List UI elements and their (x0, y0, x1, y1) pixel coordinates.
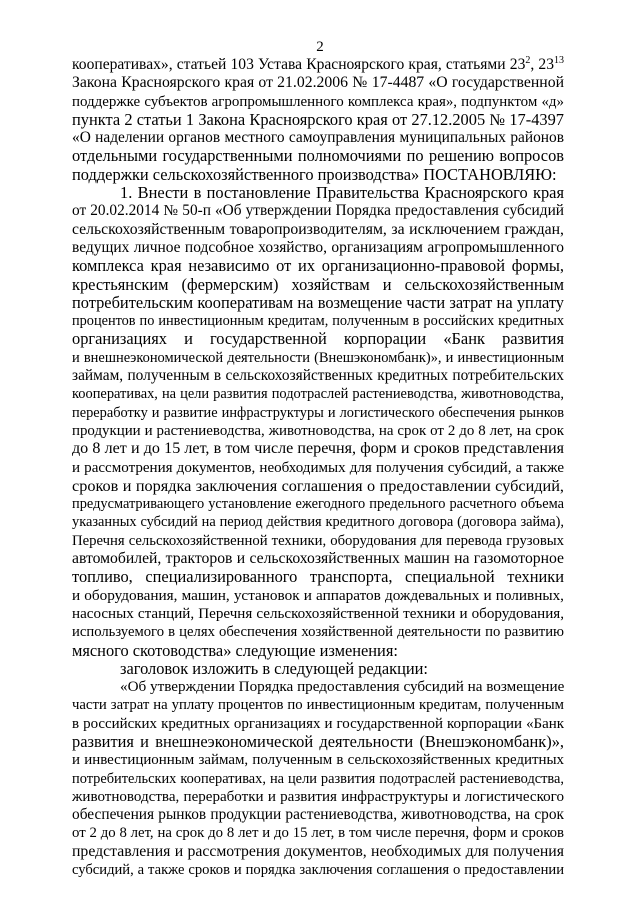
text-line (72, 806, 564, 824)
text-line (72, 843, 564, 861)
text-line (72, 642, 564, 660)
line-text: и внешнеэкономической деятельности (Внешэкономбанк)», и инвестиционным (72, 349, 564, 366)
line-text: крестьянским (фермерским) хозяйствам и сельскохозяйственным (72, 274, 564, 294)
line-text: мясного скотоводства» следующие изменения: (72, 640, 398, 660)
text-line (72, 422, 564, 440)
line-text: комплекса края независимо от их организационно-правовой формы, (72, 256, 564, 276)
line-text: , 23 (530, 56, 554, 73)
line-text: до 8 лет и до 15 лет, в том числе перечня, форм и сроков представления (72, 440, 564, 458)
text-line (72, 367, 564, 385)
text-line (72, 568, 564, 586)
document-body (72, 56, 564, 879)
text-line (72, 495, 564, 513)
line-text: от 20.02.2014 № 50-п «Об утверждении Порядка предоставления субсидий (72, 202, 564, 220)
line-text: от 2 до 8 лет, на срок до 8 лет и до 15 лет, в том числе перечня, форм и сроков (72, 825, 564, 842)
text-line (72, 440, 564, 458)
line-text: 1. Внести в постановление Правительства Красноярского края (120, 183, 564, 203)
text-line (72, 715, 564, 733)
line-text: предусматривающего установление ежегодного предельного расчетного объема (72, 496, 564, 513)
text-line (72, 623, 564, 641)
text-line (72, 404, 564, 422)
text-line (72, 788, 564, 806)
text-line (72, 294, 564, 312)
line-text: животноводства, переработки и развития инфраструктуры и логистического (72, 788, 564, 805)
line-text: развития и внешнеэкономической деятельности (Внешэкономбанк)», (72, 731, 564, 751)
text-line (72, 696, 564, 714)
line-text: Перечня сельскохозяйственной техники, оборудования для перевода грузовых (72, 532, 564, 549)
line-text: в российских кредитных организациях и государственной корпорации «Банк (72, 715, 564, 732)
text-line (72, 678, 564, 696)
text-line (72, 349, 564, 367)
line-text: ведущих личное подсобное хозяйство, организациям агропромышленного (72, 238, 564, 256)
text-line (72, 166, 564, 184)
superscript: 2 (525, 55, 531, 66)
text-line (72, 56, 564, 74)
line-text: кооперативах», статьей 103 Устава Красноярского края, статьями 23 (72, 56, 526, 73)
line-text: автомобилей, тракторов и сельскохозяйственных машин на газомоторное (72, 550, 564, 568)
text-line (72, 733, 564, 751)
text-line (72, 221, 564, 239)
line-text: указанных субсидий на период действия кредитного договора (договора займа), (72, 514, 564, 531)
line-text: переработку и развитие инфраструктуры и логистического обеспечения рынков (72, 404, 564, 421)
line-text: Закона Красноярского края от 21.02.2006 № 17-4487 «О государственной (72, 74, 564, 92)
text-line (72, 111, 564, 129)
line-text: «Об утверждении Порядка предоставления субсидий на возмещение (120, 678, 565, 696)
text-line (72, 660, 564, 678)
text-line (72, 129, 564, 147)
line-text: части затрат на уплату процентов по инвестиционным кредитам, полученным (72, 697, 564, 714)
text-line (72, 861, 564, 879)
line-text: сельскохозяйственным товаропроизводителям, за исключением граждан, (72, 220, 564, 238)
text-line (72, 239, 564, 257)
text-line (72, 74, 564, 92)
line-text: поддержке субъектов агропромышленного комплекса края», подпунктом «д» (72, 93, 564, 110)
text-line (72, 312, 564, 330)
line-text: сроков и порядка заключения соглашения о предоставлении субсидий, (72, 476, 564, 495)
line-text: топливо, специализированного транспорта, специальной техники (72, 567, 564, 587)
text-line (72, 587, 564, 605)
line-text: организациях и государственной корпорации «Банк развития (72, 329, 564, 349)
text-line (72, 824, 564, 842)
text-line (72, 605, 564, 623)
line-text: обеспечения рынков продукции растениеводства, животноводства, на срок (72, 806, 564, 824)
text-line (72, 532, 564, 550)
line-text: субсидий, а также сроков и порядка заключения соглашения о предоставлении (72, 862, 564, 879)
line-text: «О наделении органов местного самоуправления муниципальных районов (72, 129, 564, 147)
text-line (72, 257, 564, 275)
text-line (72, 147, 564, 165)
line-text: продукции и растениеводства, животноводства, на срок от 2 до 8 лет, на срок (72, 422, 564, 439)
text-line (72, 184, 564, 202)
text-line (72, 459, 564, 477)
text-line (72, 202, 564, 220)
line-text: кооперативах, на цели развития подотраслей растениеводства, животноводства, (72, 386, 564, 403)
line-text: займам, полученным в сельскохозяйственных кредитных потребительских (72, 367, 564, 385)
line-text: поддержки сельскохозяйственного производства» ПОСТАНОВЛЯЮ: (72, 164, 557, 184)
text-line (72, 93, 564, 111)
text-line (72, 751, 564, 769)
line-text: потребительских кооперативах, на цели развития подотраслей растениеводства, (72, 770, 564, 787)
line-text: процентов по инвестиционным кредитам, полученным в российских кредитных (72, 313, 564, 330)
line-text: заголовок изложить в следующей редакции: (120, 658, 428, 678)
text-line (72, 330, 564, 348)
line-text: потребительским кооперативам на возмещение части затрат на уплату (72, 292, 564, 312)
superscript: 13 (554, 55, 564, 66)
text-line (72, 477, 564, 495)
line-text: используемого в целях обеспечения хозяйственной деятельности по развитию (72, 624, 564, 641)
line-text: и оборудования, машин, установок и аппаратов дождевальных и поливных, (72, 586, 564, 604)
line-text: и рассмотрения документов, необходимых для получения субсидий, а также (72, 459, 564, 476)
line-text: пункта 2 статьи 1 Закона Красноярского края от 27.12.2005 № 17-4397 (72, 109, 564, 129)
text-line (72, 550, 564, 568)
text-line (72, 770, 564, 788)
text-line (72, 385, 564, 403)
line-text: и инвестиционным займам, полученным в сельскохозяйственных кредитных (72, 752, 564, 769)
text-line (72, 276, 564, 294)
page-number: 2 (316, 39, 324, 55)
line-text: отдельными государственными полномочиями по решению вопросов (72, 146, 564, 166)
line-text: насосных станций, Перечня сельскохозяйственной техники и оборудования, (72, 605, 564, 622)
text-line (72, 513, 564, 531)
line-text: представления и рассмотрения документов, необходимых для получения (72, 842, 564, 860)
